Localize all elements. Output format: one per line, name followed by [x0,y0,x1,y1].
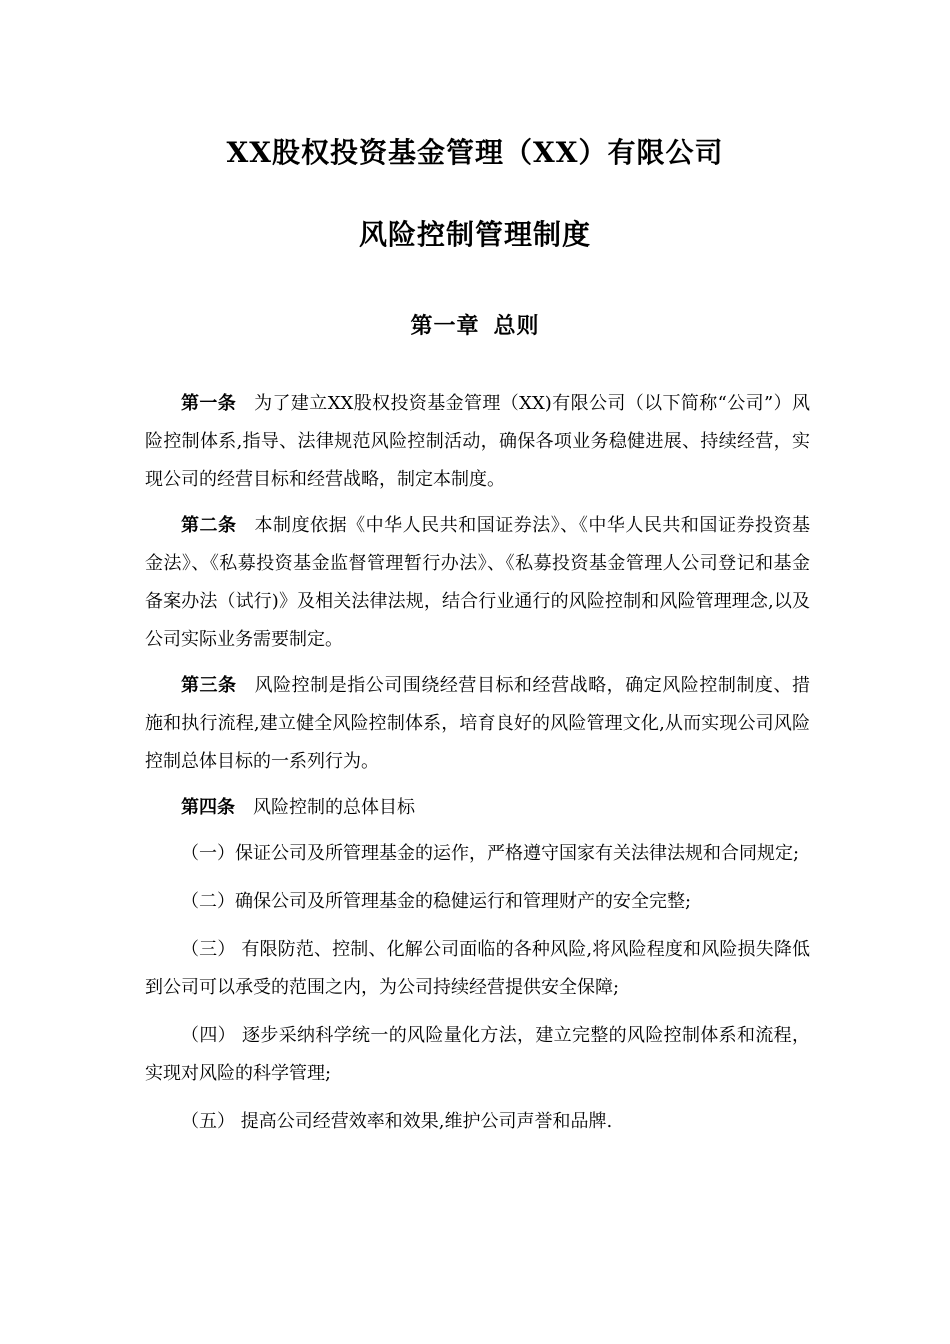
article-text: 风险控制的总体目标 [253,797,415,818]
article-3 [145,667,810,781]
article-text: 风险控制是指公司围绕经营目标和经营战略，确定风险控制制度、措施和执行流程,建立健全风险控制体系，培育良好的风险管理文化,从而实现公司风险控制总体目标的一系列行为。 [145,675,810,772]
article-2 [145,507,810,659]
chapter-number: 第一章 [410,313,480,339]
article-4 [145,789,810,827]
list-item: （五） 提高公司经营效率和效果,维护公司声誉和品牌. [181,1111,613,1132]
list-item: （二）确保公司及所管理基金的稳健运行和管理财产的安全完整; [181,891,692,912]
document-body [145,385,810,1151]
list-item: （三） 有限防范、控制、化解公司面临的各种风险,将风险程度和风险损失降低到公司可以承受的范围之内，为公司持续经营提供安全保障; [145,939,810,998]
list-item: （四） 逐步采纳科学统一的风险量化方法，建立完整的风险控制体系和流程，实现对风险的科学管理; [145,1025,810,1084]
article-label: 第一条 [181,393,237,414]
article-label: 第二条 [181,515,237,536]
chapter-name: 总则 [493,313,540,339]
list-item: （一）保证公司及所管理基金的运作，严格遵守国家有关法律法规和合同规定; [181,843,800,864]
article-label: 第三条 [181,675,237,696]
document-title-policy: 风险控制管理制度 [358,218,591,251]
article-1 [145,385,810,499]
article-text: 为了建立XX股权投资基金管理（XX)有限公司（以下简称“公司”）风险控制体系,指导、法律规范风险控制活动，确保各项业务稳健进展、持续经营，实现公司的经营目标和经营战略，制定本制度。 [145,393,810,490]
article-text: 本制度依据《中华人民共和国证券法》、《中华人民共和国证券投资基金法》、《私募投资基金监督管理暂行办法》、《私募投资基金管理人公司登记和基金备案办法（试行)》及相关法律法规，结合行业通行的风险控制和风险管理理念,以及公司实际业务需要制定。 [145,515,810,650]
article-label: 第四条 [181,797,235,818]
document-title-company: XX股权投资基金管理（XX）有限公司 [226,136,724,169]
chapter-heading [0,309,950,340]
